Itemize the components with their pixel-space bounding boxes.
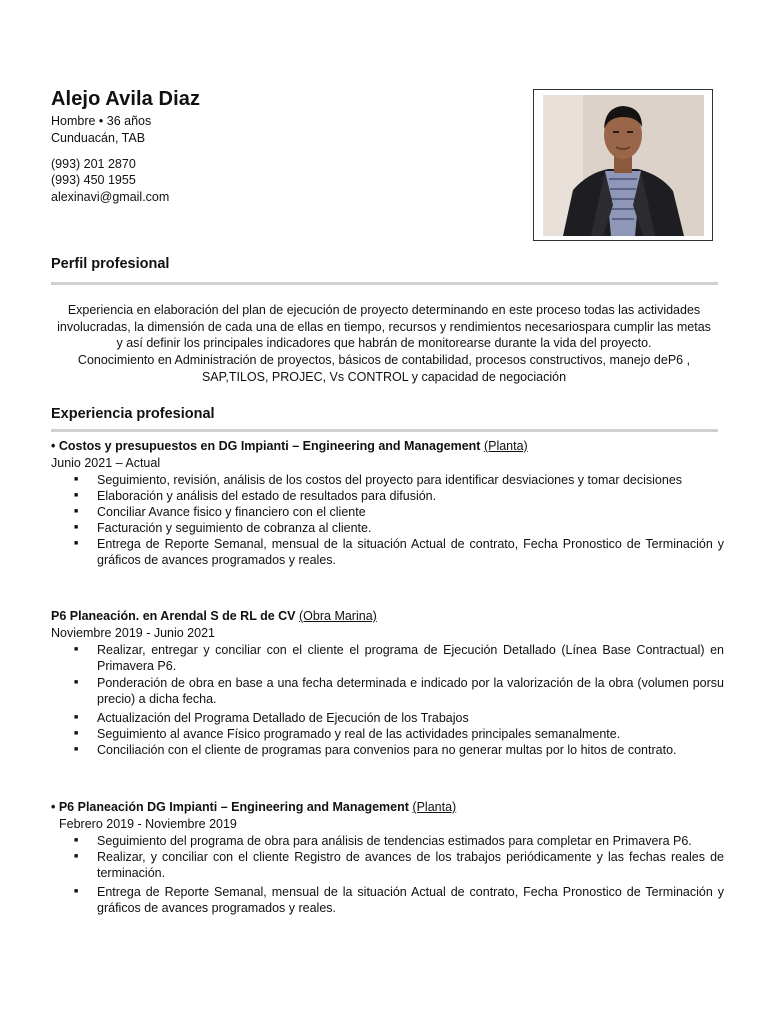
summary-line: y así definir los principales indicadores que habrán de monitorearse durante la vida del proyecto. (116, 336, 652, 351)
job-dates: Febrero 2019 - Noviembre 2019 (59, 817, 237, 831)
job-responsibilities (74, 642, 724, 758)
list-item: ■ Conciliación con el cliente de programas para convenios para no generar multas por lo hitos de contrato. (74, 742, 724, 758)
profile-section-title: Perfil profesional (51, 256, 170, 272)
summary-line: Experiencia en elaboración del plan de ejecución de proyecto determinando en este proceso todas las actividades (67, 303, 701, 317)
list-item: ■ Ponderación de obra en base a una fecha determinada e indicado por la valorización de la obra (volumen porsu precio) a dicha fecha. (74, 675, 724, 707)
list-item: ■ Elaboración y análisis del estado de resultados para difusión. (74, 488, 724, 504)
section-divider (51, 282, 718, 285)
gender-age: Hombre • 36 años (51, 114, 152, 128)
list-item: ■ Seguimiento al avance Físico programado y real de las actividades principales semanalmente. (74, 726, 724, 742)
experience-section-title: Experiencia profesional (51, 406, 215, 422)
list-item: ■ Entrega de Reporte Semanal, mensual de la situación Actual de contrato, Fecha Pronostico de Terminación y gráficos de avances programados y reales. (74, 536, 724, 568)
summary-line: SAP,TILOS, PROJEC, Vs CONTROL y capacidad de negociación (201, 369, 567, 384)
location: Cunduacán, TAB (51, 131, 146, 145)
job-location: (Planta) (412, 800, 457, 814)
list-item: ■ Seguimiento del programa de obra para análisis de tendencias estimados para completar en Primavera P6. (74, 833, 724, 849)
section-divider (51, 429, 718, 432)
list-item: ■ Actualización del Programa Detallado de Ejecución de los Trabajos (74, 710, 724, 726)
list-item: ■ Facturación y seguimiento de cobranza al cliente. (74, 520, 724, 536)
job-dates: Noviembre 2019 - Junio 2021 (51, 626, 215, 640)
job-location: (Obra Marina) (299, 609, 377, 623)
job-responsibilities (74, 833, 724, 916)
phone-1: (993) 201 2870 (51, 157, 136, 171)
job-location: (Planta) (483, 439, 528, 453)
profile-summary (40, 302, 728, 386)
job-title (51, 800, 456, 814)
list-item: ■ Seguimiento, revisión, análisis de los costos del proyecto para identificar desviaciones y tomar decisiones (74, 472, 724, 488)
job-title (51, 439, 528, 453)
list-item: ■ Realizar, y conciliar con el cliente Registro de avances de los trabajos periódicamente y las fechas reales de terminación. (74, 849, 724, 881)
candidate-name: Alejo Avila Diaz (51, 88, 201, 110)
summary-line: Conocimiento en Administración de proyectos, básicos de contabilidad, procesos constructivos, manejo deP6 , (77, 353, 691, 368)
job-responsibilities (74, 472, 724, 568)
job-title-text: P6 Planeación. en Arendal S de RL de CV (51, 609, 296, 623)
job-title-text: • P6 Planeación DG Impianti – Engineering and Management (51, 800, 409, 814)
phone-2: (993) 450 1955 (51, 173, 136, 187)
list-item: ■ Realizar, entregar y conciliar con el cliente el programa de Ejecución Detallado (Línea Base Contractual) en Primavera P6. (74, 642, 724, 674)
profile-photo-frame (533, 89, 713, 241)
job-title-text: • Costos y presupuestos en DG Impianti – Engineering and Management (51, 439, 481, 453)
list-item: ■ Conciliar Avance fisico y financiero con el cliente (74, 504, 724, 520)
job-title (51, 609, 377, 623)
job-dates: Junio 2021 – Actual (51, 456, 161, 470)
email: alexinavi@gmail.com (51, 190, 170, 204)
profile-photo (543, 95, 704, 236)
person-portrait-illustration (543, 95, 704, 236)
list-item: ■ Entrega de Reporte Semanal, mensual de la situación Actual de contrato, Fecha Pronostico de Terminación y gráficos de avances programados y reales. (74, 884, 724, 916)
summary-line: involucradas, la dimensión de cada una de ellas en tiempo, recursos y rendimientos necesariospara cumplir las metas (57, 319, 711, 334)
